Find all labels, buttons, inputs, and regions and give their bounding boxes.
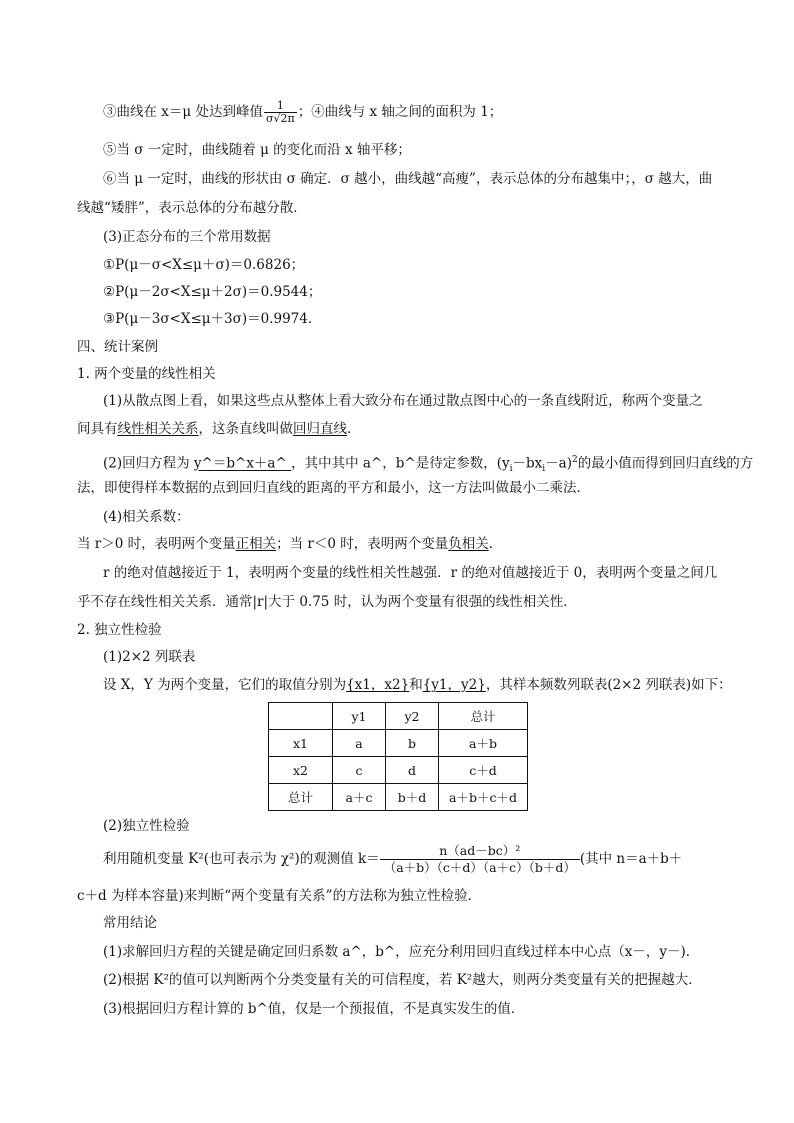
table-cell: a＋b＋c＋d	[439, 784, 528, 811]
text: ，这条直线叫做	[198, 421, 293, 437]
line-5: ⑤当 σ 一定时，曲线随着 μ 的变化而沿 x 轴平移；	[103, 142, 411, 158]
term-regression-line: 回归直线	[293, 421, 347, 437]
text: (2)回归方程为	[103, 455, 194, 472]
subsection-heading-2: 2. 独立性检验	[77, 622, 162, 638]
paragraph-regression-cont: 法，即使得样本数据的点到回归直线的距离的平方和最小，这一方法叫做最小二乘法．	[77, 480, 590, 496]
subheading-independence: (2)独立性检验	[103, 818, 190, 834]
table-row	[269, 784, 528, 811]
table-cell: 总计	[269, 784, 333, 811]
text: －a)	[545, 455, 572, 472]
text: 和	[409, 677, 423, 693]
x-values-set: {x1，x2}	[346, 677, 410, 693]
table-cell: a＋c	[333, 784, 386, 811]
paragraph-correlation-strength: r 的绝对值越接近于 1，表明两个变量的线性相关性越强．r 的绝对值越接近于 0，表明两个变量之间几	[103, 565, 718, 581]
conclusion-2: (2)根据 K²的值可以判断两个分类变量有关的可信程度，若 K²越大，则两分类变量有关的把握越大．	[103, 972, 702, 988]
formula-3: ③P(μ－3σ<X≤μ＋3σ)＝0.9974．	[103, 311, 322, 327]
text: 设 X，Y 为两个变量，它们的取值分别为	[103, 677, 347, 693]
text: 间具有	[77, 421, 118, 437]
line-peak	[0, 100, 794, 125]
table-cell: d	[386, 757, 439, 784]
subheading-contingency: (1)2×2 列联表	[103, 649, 196, 665]
paragraph-contingency	[0, 676, 794, 694]
superscript: 2	[571, 455, 578, 465]
table-cell: a＋b	[439, 730, 528, 757]
table-header-row	[269, 703, 528, 730]
term-linear-correlation: 线性相关关系	[117, 421, 199, 437]
fraction-numerator: 1	[264, 100, 297, 113]
paragraph-correlation-sign	[0, 535, 794, 553]
section-heading: 四、统计案例	[77, 339, 158, 355]
paragraph-scatter-cont	[0, 420, 794, 438]
text: －bx	[512, 455, 543, 472]
table-row	[269, 730, 528, 757]
paragraph-scatter: (1)从散点图上看，如果这些点从整体上看大致分布在通过散点图中心的一条直线附近，称两个变量之	[103, 393, 703, 409]
table-cell: c	[333, 757, 386, 784]
subscript: i	[542, 464, 546, 475]
table-cell: y1	[333, 703, 386, 730]
table-cell: 总计	[439, 703, 528, 730]
paragraph-correlation-strength-cont: 乎不存在线性相关关系．通常|r|大于 0.75 时，认为两个变量有很强的线性相关性．	[77, 594, 577, 610]
term-positive-correlation: 正相关	[235, 536, 277, 552]
text: 利用随机变量 K²(也可表示为 χ²)的观测值 k＝	[103, 851, 380, 867]
subscript: i	[509, 464, 513, 475]
conclusions-heading: 常用结论	[103, 915, 157, 931]
text: ．	[347, 421, 361, 437]
table-cell: x2	[269, 757, 333, 784]
paragraph-independence-cont: c＋d 为样本容量)来判断“两个变量有关系”的方法称为独立性检验．	[77, 888, 482, 904]
text: 当 r＞0 时，表明两个变量	[77, 536, 236, 552]
subsection-heading-1: 1. 两个变量的线性相关	[77, 366, 216, 382]
text: ，其样本频数列联表(2×2 列联表)如下：	[485, 677, 732, 693]
conclusion-1: (1)求解回归方程的关键是确定回归系数 a^，b^，应充分利用回归直线过样本中心点（x－，y－)．	[103, 944, 700, 960]
subheading-normal-data: (3)正态分布的三个常用数据	[103, 229, 271, 245]
paragraph-independence	[0, 842, 794, 876]
line-6: ⑥当 μ 一定时，曲线的形状由 σ 确定．σ 越小，曲线越“高瘦”，表示总体的分布越集中；，σ 越大，曲	[103, 171, 713, 187]
table-cell: c＋d	[439, 757, 528, 784]
fraction-numerator: n（ad－bc）²	[380, 843, 580, 860]
table-row	[269, 757, 528, 784]
table-cell: b＋d	[386, 784, 439, 811]
line-6-cont: 线越“矮胖”，表示总体的分布越分散．	[77, 200, 307, 216]
text: ，其中其中 a^，b^是待定参数，(y	[291, 455, 510, 472]
k-statistic-fraction	[380, 843, 580, 876]
text: (其中 n＝a＋b＋	[579, 851, 683, 867]
subheading-correlation: (4)相关系数：	[103, 509, 190, 525]
peak-fraction	[264, 100, 297, 125]
y-values-set: {y1，y2}	[422, 677, 486, 693]
term-negative-correlation: 负相关	[448, 536, 489, 552]
text: ③曲线在 x＝μ 处达到峰值	[103, 104, 263, 120]
table-cell	[269, 703, 333, 730]
regression-equation: y^＝b^x＋a^	[193, 455, 292, 472]
conclusion-3: (3)根据回归方程计算的 b^值，仅是一个预报值，不是真实发生的值．	[103, 1001, 525, 1017]
formula-2: ②P(μ－2σ<X≤μ＋2σ)＝0.9544；	[103, 284, 322, 300]
text: ．	[488, 536, 503, 552]
table-cell: a	[333, 730, 386, 757]
paragraph-regression	[0, 451, 794, 478]
text: ；当 r＜0 时，表明两个变量	[276, 536, 449, 552]
fraction-denominator: （a＋b）（c＋d）（a＋c）（b＋d）	[383, 860, 576, 875]
text: 的最小值而得到回归直线的方	[577, 455, 754, 472]
text: ；④曲线与 x 轴之间的面积为 1；	[297, 104, 503, 120]
table-cell: x1	[269, 730, 333, 757]
formula-1: ①P(μ－σ<X≤μ＋σ)＝0.6826；	[103, 257, 305, 273]
contingency-table	[268, 702, 528, 811]
table-cell: b	[386, 730, 439, 757]
fraction-denominator: σ√2π	[265, 112, 295, 125]
table-cell: y2	[386, 703, 439, 730]
